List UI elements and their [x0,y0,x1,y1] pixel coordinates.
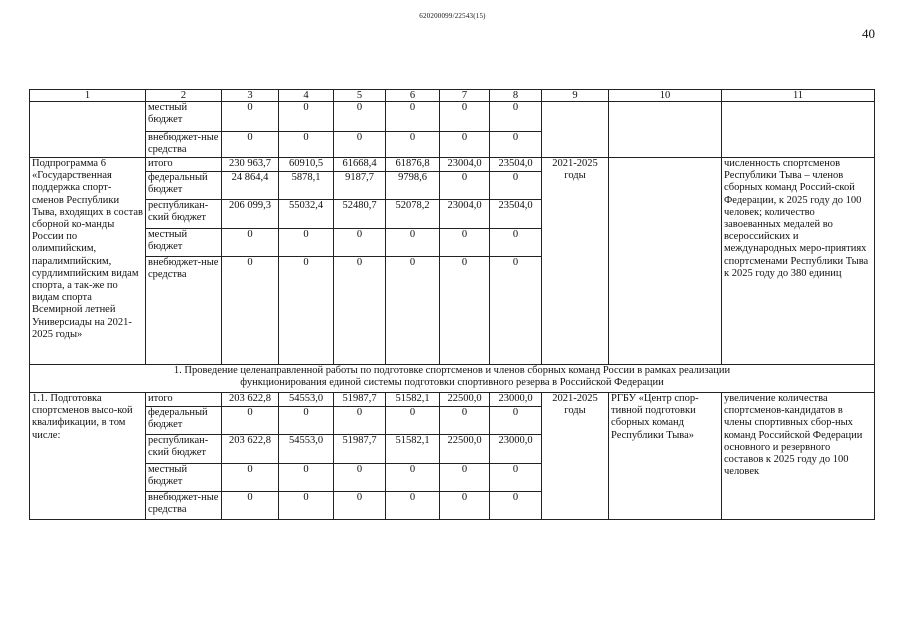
funding-source: федеральный бюджет [146,407,222,435]
column-header-row [30,90,875,102]
value-cell: 0 [279,229,334,257]
value-cell: 54553,0 [279,435,334,464]
value-cell: 52480,7 [334,200,386,229]
value-cell: 0 [334,464,386,492]
value-cell: 0 [490,407,542,435]
result-cell: численность спортсменов Республики Тыва – членов сборных команд Россий-ской Федерации, к 2025 году до 100 человек; количество завоеванных медалей во всероссийских и международных меро-приятиях спортсменами Республики Тыва к 2025 году до 380 единиц [722,158,875,365]
program-name-cell [30,102,146,158]
value-cell: 0 [334,229,386,257]
column-header: 7 [440,90,490,102]
value-cell: 0 [334,407,386,435]
value-cell: 0 [222,407,279,435]
value-cell: 0 [490,464,542,492]
value-cell: 0 [386,492,440,520]
value-cell: 0 [490,102,542,132]
budget-table [29,89,875,520]
value-cell: 55032,4 [279,200,334,229]
subprogram-name: Подпрограмма 6 «Государственная поддержка спорт-сменов Республики Тыва, входящих в состав сборной ко-манды России по олимпийским, паралимпийским, сурдлимпийским видам спорта, а так-же по видам спорта Всемирной летней Универсиады на 2021-2025 годы» [30,158,146,365]
value-cell: 0 [334,102,386,132]
executor-cell [609,102,722,158]
value-cell: 0 [440,172,490,200]
value-cell: 61876,8 [386,158,440,172]
value-cell: 0 [222,492,279,520]
value-cell: 23000,0 [490,435,542,464]
value-cell: 51582,1 [386,435,440,464]
value-cell: 0 [222,102,279,132]
value-cell: 0 [279,492,334,520]
column-header: 2 [146,90,222,102]
value-cell: 54553,0 [279,393,334,407]
funding-source: внебюджет-ные средства [146,492,222,520]
value-cell: 0 [279,102,334,132]
funding-source: федеральный бюджет [146,172,222,200]
value-cell: 0 [386,229,440,257]
period-cell: 2021-2025 годы [542,158,609,365]
value-cell: 5878,1 [279,172,334,200]
value-cell: 60910,5 [279,158,334,172]
value-cell: 0 [222,132,279,158]
column-header: 11 [722,90,875,102]
funding-source: республикан-ский бюджет [146,435,222,464]
value-cell: 203 622,8 [222,393,279,407]
section-row [30,365,875,393]
period-cell [542,102,609,158]
value-cell: 0 [490,229,542,257]
column-header: 6 [386,90,440,102]
value-cell: 0 [386,132,440,158]
value-cell: 0 [386,102,440,132]
table-row [30,393,875,407]
value-cell: 0 [440,132,490,158]
value-cell: 23504,0 [490,158,542,172]
column-header: 8 [490,90,542,102]
value-cell: 0 [334,492,386,520]
column-header: 5 [334,90,386,102]
value-cell: 0 [440,464,490,492]
value-cell: 0 [334,132,386,158]
value-cell: 0 [490,132,542,158]
value-cell: 0 [386,464,440,492]
value-cell: 206 099,3 [222,200,279,229]
column-header: 1 [30,90,146,102]
funding-source: местный бюджет [146,102,222,132]
column-header: 4 [279,90,334,102]
value-cell: 0 [440,102,490,132]
table-row [30,158,875,172]
value-cell: 0 [440,492,490,520]
value-cell: 0 [222,257,279,365]
value-cell: 230 963,7 [222,158,279,172]
funding-source: местный бюджет [146,229,222,257]
item-name: 1.1. Подготовка спортсменов высо-кой квалификации, в том числе: [30,393,146,520]
value-cell: 23004,0 [440,158,490,172]
value-cell: 0 [386,407,440,435]
value-cell: 0 [279,464,334,492]
value-cell: 203 622,8 [222,435,279,464]
table-row [30,102,875,132]
column-header: 10 [609,90,722,102]
value-cell: 0 [222,464,279,492]
value-cell: 0 [490,492,542,520]
section-title-text: 1. Проведение целенаправленной работы по подготовке спортсменов и членов сборных команд России в рамках реализации функционирования единой системы подготовки спортивного резерва в Российской Федерации [173,365,731,389]
result-cell [722,102,875,158]
value-cell: 51987,7 [334,435,386,464]
page-number: 40 [862,26,875,41]
value-cell: 0 [440,407,490,435]
value-cell: 51987,7 [334,393,386,407]
value-cell: 23000,0 [490,393,542,407]
funding-source: внебюджет-ные средства [146,257,222,365]
period-cell: 2021-2025 годы [542,393,609,520]
executor-cell: РГБУ «Центр спор-тивной подготовки сборных команд Республики Тыва» [609,393,722,520]
funding-source: итого [146,158,222,172]
value-cell: 51582,1 [386,393,440,407]
funding-source: республикан-ский бюджет [146,200,222,229]
column-header: 3 [222,90,279,102]
value-cell: 0 [279,257,334,365]
value-cell: 0 [490,257,542,365]
value-cell: 0 [279,132,334,158]
value-cell: 52078,2 [386,200,440,229]
funding-source: местный бюджет [146,464,222,492]
value-cell: 9798,6 [386,172,440,200]
value-cell: 0 [334,257,386,365]
value-cell: 61668,4 [334,158,386,172]
funding-source: внебюджет-ные средства [146,132,222,158]
value-cell: 24 864,4 [222,172,279,200]
funding-source: итого [146,393,222,407]
result-cell: увеличение количества спортсменов-кандидатов в члены спортивных сбор-ных команд Российской Федерации основного и резервного составов к 2025 году до 100 человек [722,393,875,520]
value-cell: 22500,0 [440,435,490,464]
value-cell: 0 [279,407,334,435]
value-cell: 0 [222,229,279,257]
value-cell: 0 [490,172,542,200]
value-cell: 0 [440,257,490,365]
value-cell: 0 [386,257,440,365]
value-cell: 23504,0 [490,200,542,229]
document-number: 620200099/22543(15) [419,12,486,20]
value-cell: 0 [440,229,490,257]
column-header: 9 [542,90,609,102]
section-title [30,365,875,393]
value-cell: 23004,0 [440,200,490,229]
value-cell: 9187,7 [334,172,386,200]
executor-cell [609,158,722,365]
value-cell: 22500,0 [440,393,490,407]
